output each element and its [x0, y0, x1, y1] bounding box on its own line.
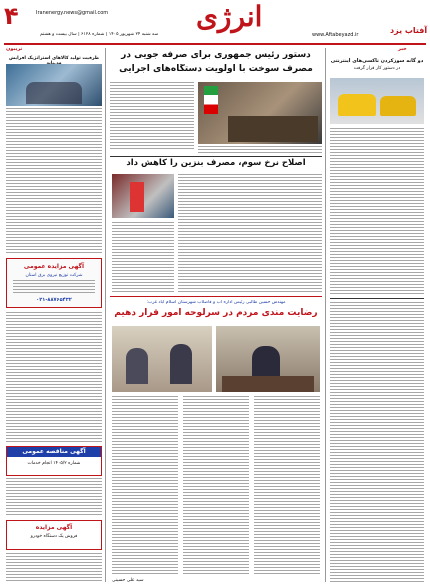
left-ad-1-phone: ۰۲۱-۸۸۷۶۵۴۳۲: [36, 297, 72, 303]
date-line: سه شنبه ۲۴ شهریور ۱۴۰۵ | شماره ۶۱۲۸ | سال بیست و هشتم: [40, 32, 159, 37]
logo: انرژی: [196, 0, 263, 33]
right-top-photo: [330, 78, 424, 124]
person-seated-1: [170, 344, 192, 384]
second-text-2: [112, 222, 174, 292]
interview-text-1: [112, 396, 178, 576]
email[interactable]: Iranenergy.news@gmail.com: [36, 10, 109, 16]
left-ad-2: [6, 446, 102, 476]
photo-people: [26, 82, 82, 104]
left-ad-2-body: [6, 478, 102, 516]
brand-logo: آفتاب یزد: [390, 26, 428, 35]
center-rule-2: [110, 296, 322, 297]
left-top-photo: [6, 64, 102, 106]
left-ad-1-title: آگهی مزایده عمومی: [23, 263, 85, 270]
right-top-text: [330, 128, 424, 296]
interview-headline: رضایت مندی مردم در سرلوحه امور قرار دهیم: [114, 308, 318, 318]
main-headline-2: مصرف سوخت با اولویت دستگاه‌های اجرایی: [119, 64, 313, 74]
left-ad-2-sub: شماره ۱۴۰۵/۲ انجام خدمات: [27, 461, 81, 466]
page-number: ۴: [4, 2, 19, 30]
section-tag-left: تریبون: [6, 46, 23, 52]
second-headline: اصلاح نرخ سوم، مصرف بنزین را کاهش داد: [126, 158, 306, 168]
website[interactable]: www.Aftabeyazd.ir: [312, 32, 359, 38]
left-ad-1-text: [13, 280, 95, 294]
taxi-car-1: [338, 94, 376, 116]
left-ad-3-title: آگهی مزایده: [35, 524, 73, 531]
main-photo: [198, 82, 322, 144]
left-ad-2-title: آگهی مناقصه عمومی: [22, 448, 86, 455]
main-text-below: [198, 146, 322, 154]
right-top-title: دو گانه سوزکردن تاکسی‌های اینترنتی: [330, 58, 424, 64]
interview-photo-2: [216, 326, 320, 392]
masthead-rule: [4, 43, 426, 45]
interview-text-2: [183, 396, 249, 576]
desk: [228, 116, 318, 142]
masthead: [0, 0, 430, 44]
iran-flag: [204, 86, 218, 114]
interview-text-3: [254, 396, 320, 576]
fuel-pump: [130, 182, 144, 212]
second-text-1: [178, 174, 322, 292]
divider-left: [105, 48, 106, 582]
second-photo: [112, 174, 174, 218]
right-rule-1: [330, 298, 424, 299]
left-ad-3-body: [6, 553, 102, 581]
right-list-text: [330, 302, 424, 582]
left-ad-1-body: [6, 312, 102, 442]
left-ad-3: [6, 520, 102, 550]
right-top-sub: در دستور کار قرار گرفت: [353, 66, 401, 71]
section-tag-right: خبر: [398, 46, 407, 52]
divider-right: [325, 48, 326, 582]
taxi-car-2: [380, 96, 416, 116]
left-top-title: ظرفیت تولید کالاهای استراتژیک افزایش: [9, 56, 99, 61]
person-seated-2: [126, 348, 148, 384]
interview-kicker: مهندس حسین طالبی رئیس اداره آب و فاضلاب شهرستان اسلام آباد غرب:: [146, 300, 286, 305]
main-text-left: [110, 82, 194, 150]
left-ad-3-sub: فروش یک دستگاه خودرو: [30, 534, 78, 539]
left-top-text: [6, 108, 102, 254]
main-headline-1: دستور رئیس جمهوری برای صرفه جویی در: [121, 50, 311, 60]
left-ad-1-sub: شرکت توزیع نیروی برق استان: [25, 273, 83, 278]
center-rule-1: [110, 156, 322, 157]
left-ad-1: [6, 258, 102, 308]
interview-desk: [222, 376, 314, 392]
interview-photo-1: [112, 326, 212, 392]
footer-author: سید علی حسینی: [112, 578, 144, 583]
